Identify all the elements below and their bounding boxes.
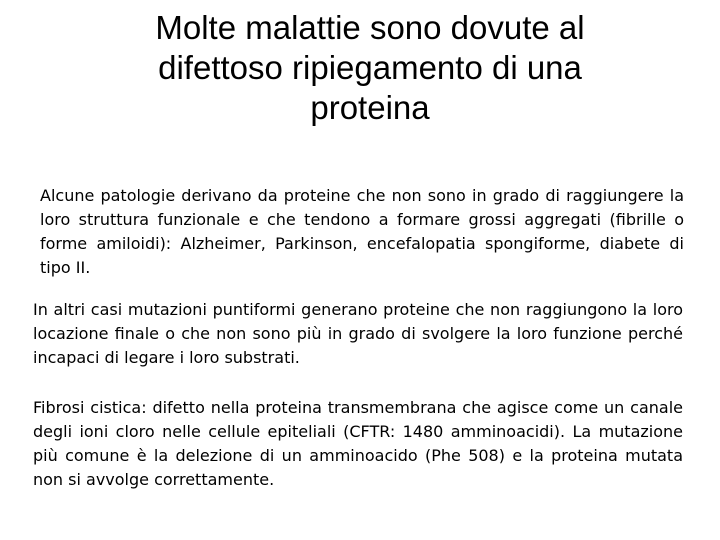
paragraph-protein-aggregation: Alcune patologie derivano da proteine che non sono in grado di raggiungere la loro struttura funzionale e che tendono a formare grossi aggregati (fibrille o forme amiloidi): Alzheimer, Parkinson, encefalopatia spongiforme, diabete di tipo II. bbox=[40, 186, 684, 277]
paragraph-point-mutations: In altri casi mutazioni puntiformi generano proteine che non raggiungono la loro locazione finale o che non sono più in grado di svolgere la loro funzione perché incapaci di legare i loro substrati. bbox=[33, 300, 683, 367]
paragraph-cystic-fibrosis: Fibrosi cistica: difetto nella proteina transmembrana che agisce come un canale degli ioni cloro nelle cellule epiteliali (CFTR: 1480 amminoacidi). La mutazione più comune è la delezione di un amminoacido (Phe 508) e la proteina mutata non si avvolge correttamente. bbox=[33, 398, 683, 489]
slide-title: Molte malattie sono dovute al difettoso ripiegamento di una proteina bbox=[155, 9, 585, 126]
